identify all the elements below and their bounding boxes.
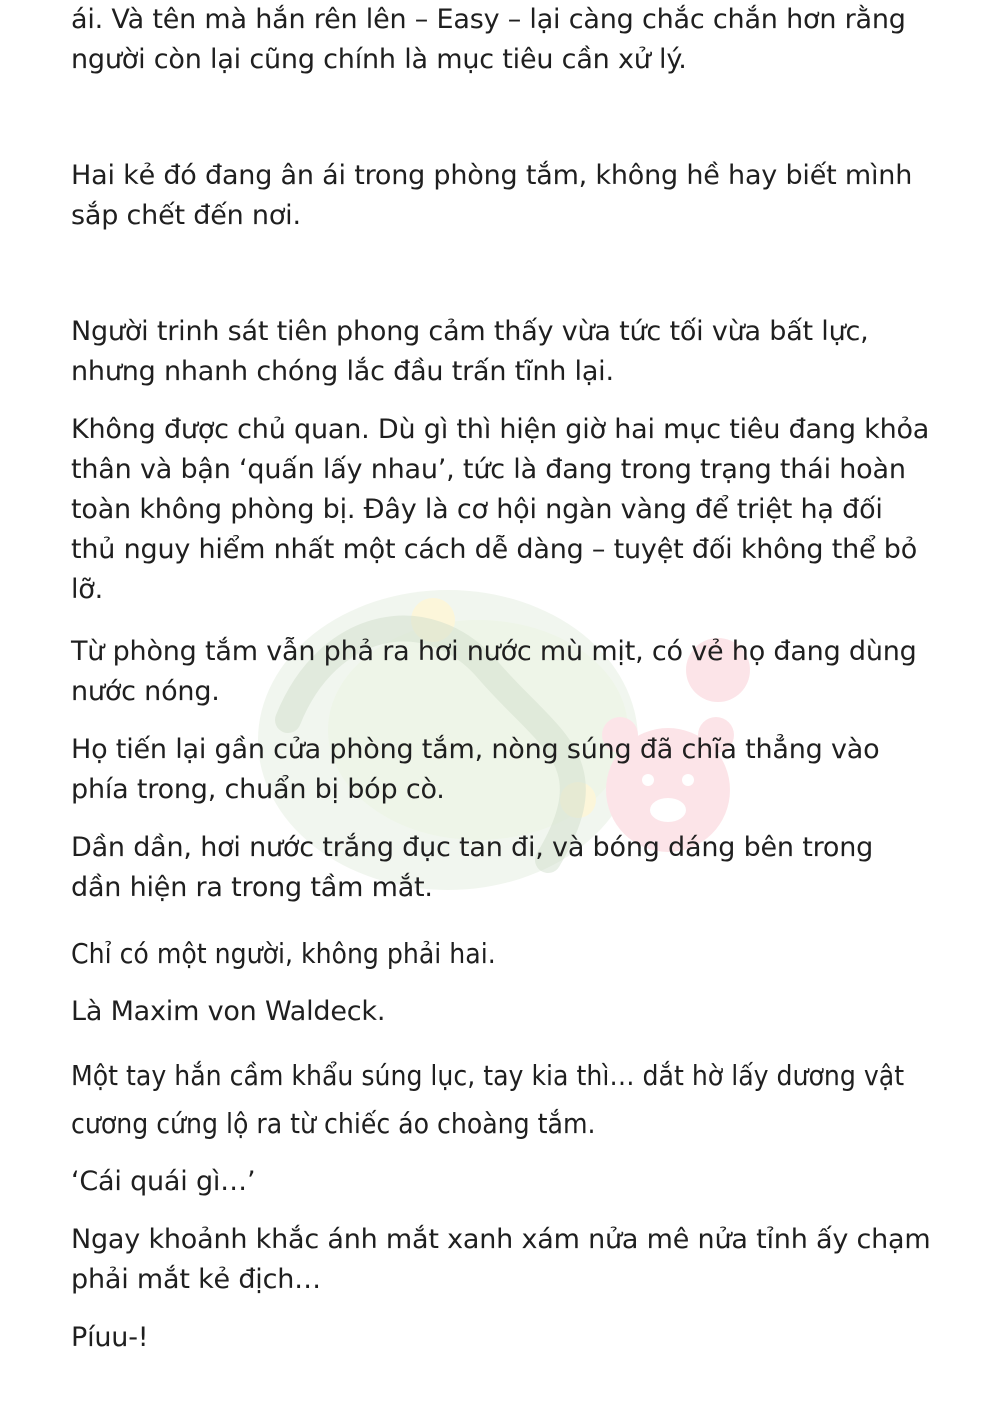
paragraph-10: Một tay hắn cầm khẩu súng lục, tay kia thì… dắt hờ lấy dương vật cương cứng lộ ra từ chiếc áo choàng tắm. <box>71 1059 905 1140</box>
paragraph-6: Họ tiến lại gần cửa phòng tắm, nòng súng đã chĩa thẳng vào phía trong, chuẩn bị bóp cò. <box>71 734 880 805</box>
paragraph-9: Là Maxim von Waldeck. <box>71 996 386 1027</box>
paragraph-3: Người trinh sát tiên phong cảm thấy vừa tức tối vừa bất lực, nhưng nhanh chóng lắc đầu trấn tĩnh lại. <box>71 316 869 387</box>
paragraph-2: Hai kẻ đó đang ân ái trong phòng tắm, không hề hay biết mình sắp chết đến nơi. <box>71 160 913 231</box>
paragraph-1: ái. Và tên mà hắn rên lên – Easy – lại càng chắc chắn hơn rằng người còn lại cũng chính là mục tiêu cần xử lý. <box>71 4 906 75</box>
paragraph-13: Píuu-! <box>71 1322 149 1353</box>
paragraph-8: Chỉ có một người, không phải hai. <box>71 937 496 970</box>
paragraph-11: ‘Cái quái gì…’ <box>71 1166 256 1197</box>
paragraph-4: Không được chủ quan. Dù gì thì hiện giờ hai mục tiêu đang khỏa thân và bận ‘quấn lấy nhau’, tức là đang trong trạng thái hoàn toàn không phòng bị. Đây là cơ hội ngàn vàng để triệt hạ đối thủ nguy hiểm nhất một cách dễ dàng – tuyệt đối không thể bỏ lỡ. <box>71 414 930 605</box>
paragraph-12: Ngay khoảnh khắc ánh mắt xanh xám nửa mê nửa tỉnh ấy chạm phải mắt kẻ địch… <box>71 1224 931 1295</box>
paragraph-5: Từ phòng tắm vẫn phả ra hơi nước mù mịt, có vẻ họ đang dùng nước nóng. <box>71 636 917 707</box>
paragraph-7: Dần dần, hơi nước trắng đục tan đi, và bóng dáng bên trong dần hiện ra trong tầm mắt. <box>71 832 874 903</box>
